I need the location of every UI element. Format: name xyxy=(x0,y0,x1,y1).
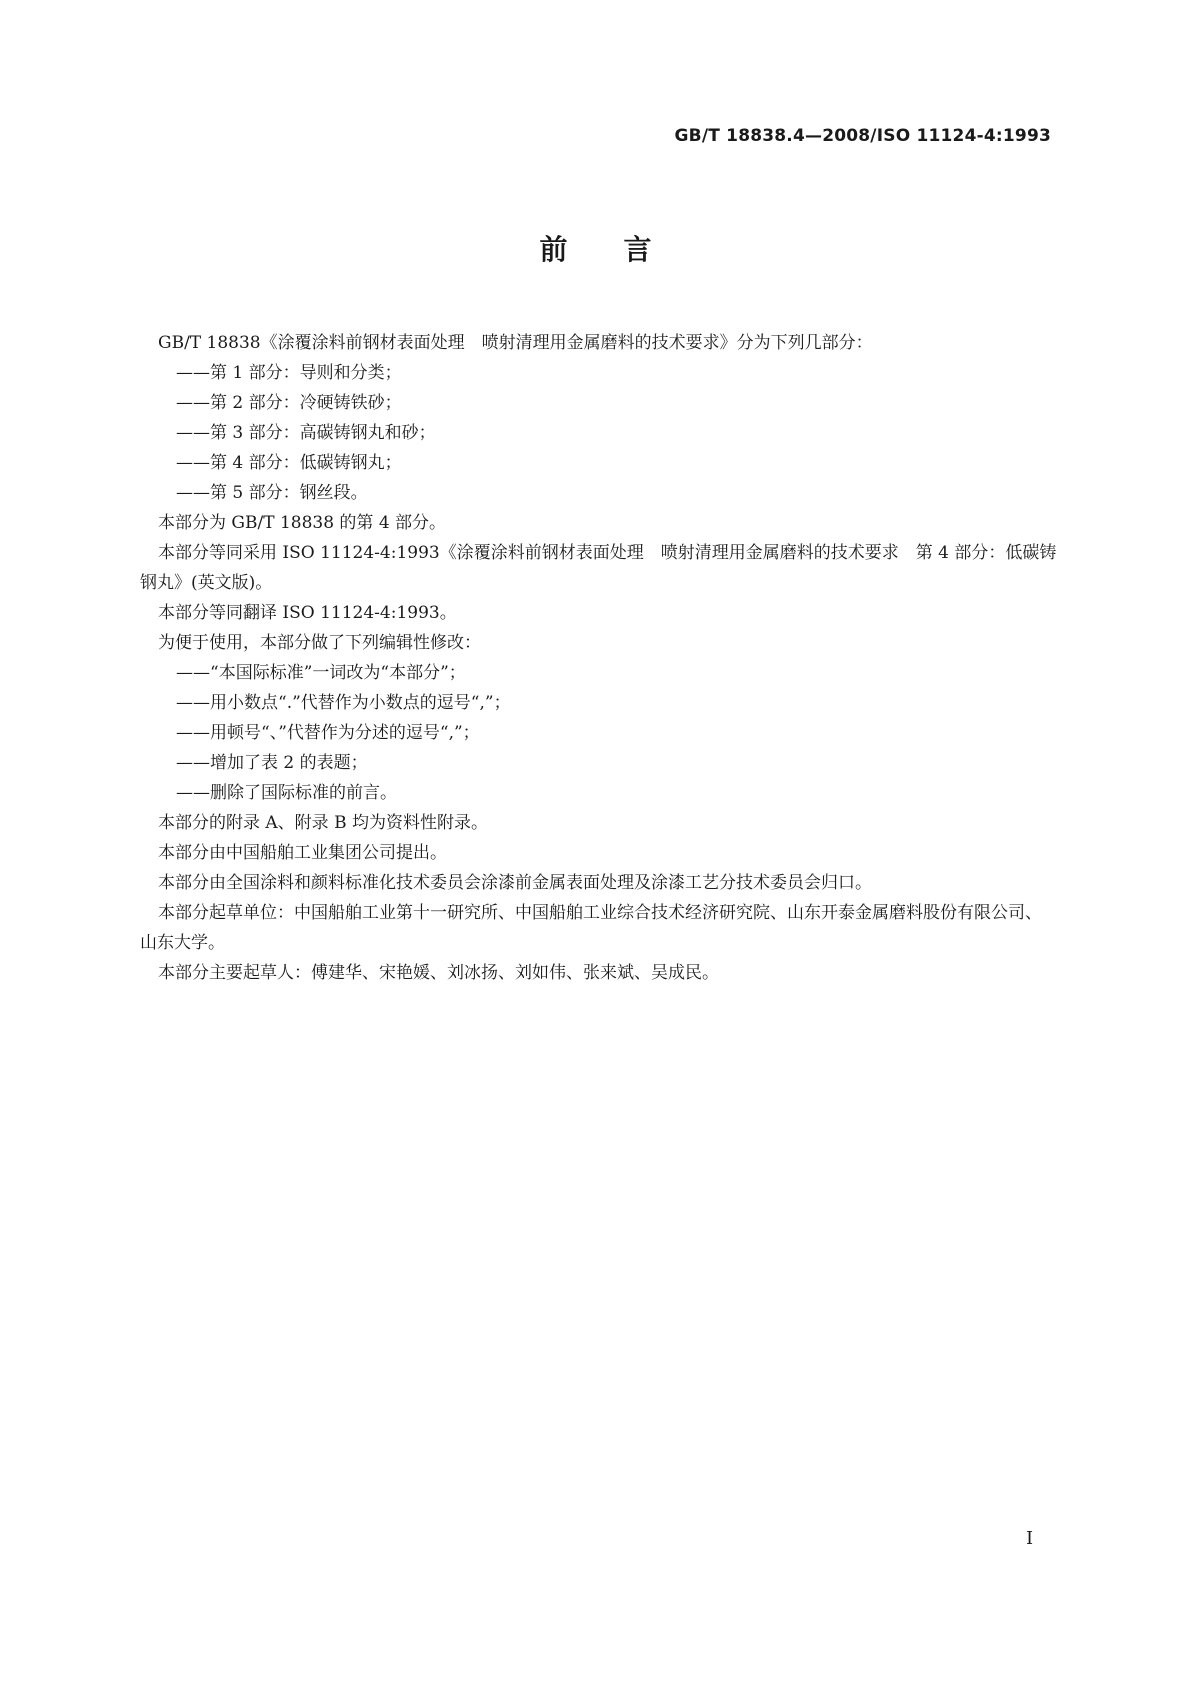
paragraph-edits-intro: 为便于使用，本部分做了下列编辑性修改： xyxy=(158,633,481,653)
paragraph-part-statement: 本部分为 GB/T 18838 的第 4 部分。 xyxy=(158,513,447,533)
paragraph-annexes: 本部分的附录 A、附录 B 均为资料性附录。 xyxy=(158,813,488,833)
standard-code: GB/T 18838.4—2008/ISO 11124-4:1993 xyxy=(674,126,1051,146)
paragraph-adoption: 本部分等同采用 ISO 11124-4:1993《涂覆涂料前钢材表面处理 喷射清理用金属磨料的技术要求 第 4 部分：低碳铸钢丸》(英文版)。 xyxy=(140,543,1057,593)
list-item-part-2: ——第 2 部分：冷硬铸铁砂； xyxy=(176,393,402,413)
foreword-body xyxy=(140,328,1058,988)
list-item-part-5: ——第 5 部分：钢丝段。 xyxy=(176,483,368,503)
paragraph-proposer: 本部分由中国船舶工业集团公司提出。 xyxy=(158,843,447,863)
paragraph-drafting-units: 本部分起草单位：中国船舶工业第十一研究所、中国船舶工业综合技术经济研究院、山东开泰金属磨料股份有限公司、山东大学。 xyxy=(140,903,1042,953)
list-item-part-3: ——第 3 部分：高碳铸钢丸和砂； xyxy=(176,423,436,443)
list-item-edit-4: ——增加了表 2 的表题； xyxy=(176,753,368,773)
page-title: 前言 xyxy=(539,233,708,266)
paragraph-translation: 本部分等同翻译 ISO 11124-4:1993。 xyxy=(158,603,457,623)
paragraph-intro: GB/T 18838《涂覆涂料前钢材表面处理 喷射清理用金属磨料的技术要求》分为下列几部分： xyxy=(158,333,873,353)
list-item-edit-5: ——删除了国际标准的前言。 xyxy=(176,783,397,803)
paragraph-committee: 本部分由全国涂料和颜料标准化技术委员会涂漆前金属表面处理及涂漆工艺分技术委员会归口。 xyxy=(158,873,872,893)
page-number: I xyxy=(1026,1528,1034,1549)
list-item-part-4: ——第 4 部分：低碳铸钢丸； xyxy=(176,453,402,473)
list-item-edit-3: ——用顿号“、”代替作为分述的逗号“,”； xyxy=(176,723,480,743)
list-item-part-1: ——第 1 部分：导则和分类； xyxy=(176,363,402,383)
paragraph-drafters: 本部分主要起草人：傅建华、宋艳媛、刘冰扬、刘如伟、张来斌、吴成民。 xyxy=(158,963,719,983)
list-item-edit-2: ——用小数点“.”代替作为小数点的逗号“,”； xyxy=(176,693,511,713)
list-item-edit-1: ——“本国际标准”一词改为“本部分”； xyxy=(176,663,466,683)
